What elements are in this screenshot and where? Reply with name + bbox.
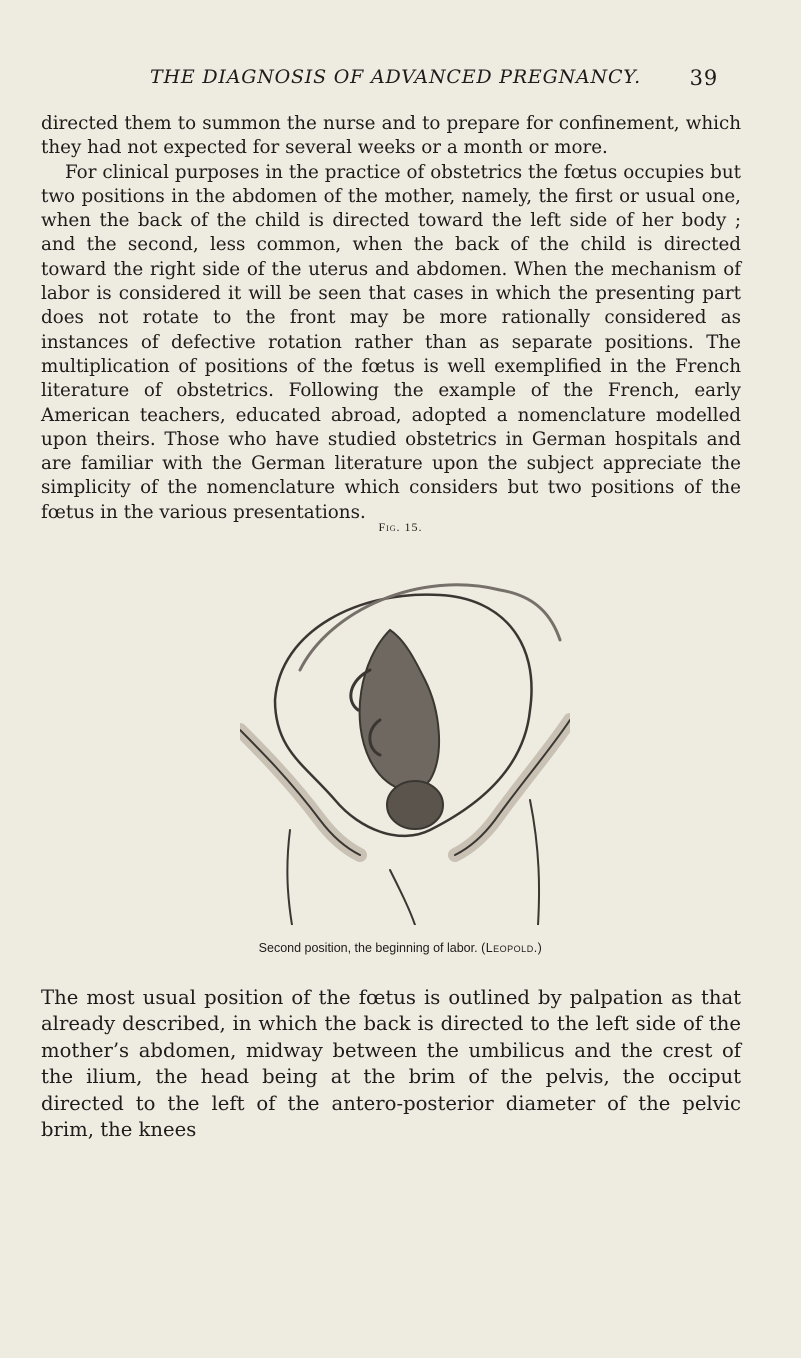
caption-credit: (Leopold.) xyxy=(481,941,543,955)
figure-illustration xyxy=(240,550,570,925)
running-title: THE DIAGNOSIS OF ADVANCED PREGNANCY. xyxy=(150,66,642,88)
hand-right xyxy=(455,720,570,855)
page-number: 39 xyxy=(689,66,718,90)
body-text-top xyxy=(41,112,741,525)
paragraph: The most usual position of the fœtus is outlined by palpation as that already described, in which the back is directed to the left side of the mother’s abdomen, midway between the umbilicus and the crest of the ilium, the head being at the brim of the pelvis, the occiput directed to the left of the antero-posterior diameter of the pelvic brim, the knees xyxy=(41,986,741,1142)
figure-label: Fig. 15. xyxy=(378,520,423,534)
running-header xyxy=(150,66,718,90)
figure-caption xyxy=(0,941,801,955)
caption-text: Second position, the beginning of labor. xyxy=(258,941,478,955)
body-text-bottom xyxy=(41,985,741,1143)
paragraph: directed them to summon the nurse and to prepare for confinement, which they had not expected for several weeks or a month or more. xyxy=(41,113,741,159)
fetus-body xyxy=(360,630,439,790)
drape xyxy=(300,585,560,670)
fetus-head xyxy=(387,781,443,829)
paragraph: For clinical purposes in the practice of obstetrics the fœtus occupies but two positions in the abdomen of the mother, namely, the first or usual one, when the back of the child is directed toward the left side of her body ; and the second, less common, when the back of the child is directed toward the right side of the uterus and abdomen. When the mechanism of labor is considered it will be seen that cases in which the presenting part does not rotate to the front may be more rationally considered as instances of defective rotation rather than as separate positions. The multiplication of positions of the fœtus is well exemplified in the French literature of obstetrics. Following the example of the French, early American teachers, educated abroad, adopted a nomenclature modelled upon theirs. Those who have studied obstetrics in German hospitals and are familiar with the German literature upon the subject appreciate the simplicity of the nomenclature which considers but two positions of the fœtus in the various presentations. xyxy=(41,161,741,523)
